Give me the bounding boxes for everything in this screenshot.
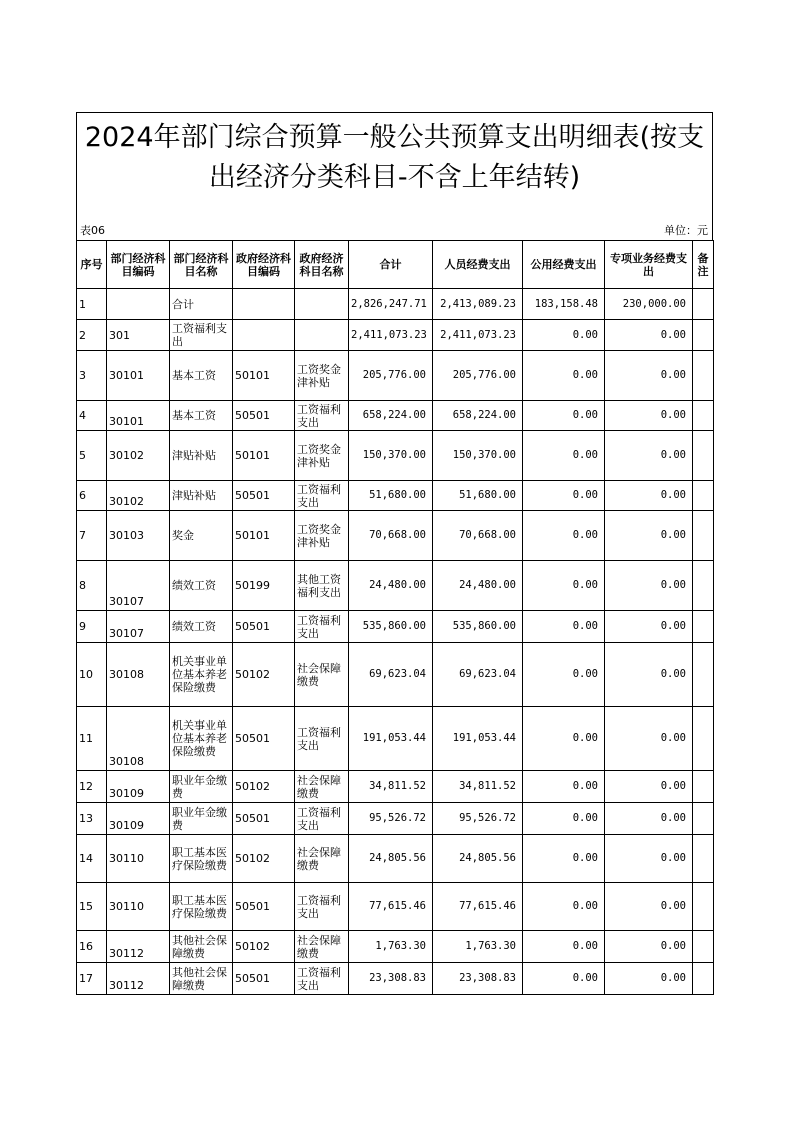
cell-note xyxy=(693,289,714,320)
cell-gov-code: 50102 xyxy=(233,771,295,803)
header-cell: 政府经济科目名称 xyxy=(295,241,349,289)
cell-personnel: 150,370.00 xyxy=(433,431,523,481)
cell-personnel: 191,053.44 xyxy=(433,707,523,771)
cell-note xyxy=(693,481,714,511)
table-row xyxy=(77,963,714,995)
table-row xyxy=(77,289,714,320)
cell-no: 3 xyxy=(77,351,107,401)
cell-dept-name: 津贴补贴 xyxy=(170,481,233,511)
cell-dept-name: 机关事业单位基本养老保险缴费 xyxy=(170,643,233,707)
cell-no: 7 xyxy=(77,511,107,561)
cell-note xyxy=(693,611,714,643)
cell-public: 0.00 xyxy=(523,401,605,431)
cell-total: 1,763.30 xyxy=(349,931,433,963)
cell-note xyxy=(693,963,714,995)
cell-personnel: 2,411,073.23 xyxy=(433,320,523,351)
cell-dept-code: 30101 xyxy=(107,351,170,401)
cell-special: 0.00 xyxy=(605,481,693,511)
header-cell: 合计 xyxy=(349,241,433,289)
header-cell: 部门经济科目名称 xyxy=(170,241,233,289)
cell-public: 0.00 xyxy=(523,511,605,561)
cell-gov-code: 50501 xyxy=(233,963,295,995)
header-cell: 公用经费支出 xyxy=(523,241,605,289)
header-row xyxy=(77,241,714,289)
cell-dept-code: 30112 xyxy=(107,931,170,963)
cell-total: 191,053.44 xyxy=(349,707,433,771)
cell-dept-code: 30103 xyxy=(107,511,170,561)
cell-dept-code xyxy=(107,289,170,320)
table-row xyxy=(77,883,714,931)
budget-table xyxy=(76,240,714,995)
cell-special: 0.00 xyxy=(605,643,693,707)
cell-gov-code: 50501 xyxy=(233,401,295,431)
cell-total: 34,811.52 xyxy=(349,771,433,803)
cell-dept-name: 其他社会保障缴费 xyxy=(170,963,233,995)
cell-special: 0.00 xyxy=(605,707,693,771)
cell-gov-code: 50102 xyxy=(233,835,295,883)
cell-special: 0.00 xyxy=(605,431,693,481)
cell-note xyxy=(693,803,714,835)
cell-total: 535,860.00 xyxy=(349,611,433,643)
cell-dept-code: 301 xyxy=(107,320,170,351)
cell-dept-name: 职业年金缴费 xyxy=(170,803,233,835)
cell-note xyxy=(693,561,714,611)
cell-special: 0.00 xyxy=(605,883,693,931)
cell-dept-code: 30108 xyxy=(107,643,170,707)
cell-no: 15 xyxy=(77,883,107,931)
cell-dept-code: 30108 xyxy=(107,707,170,771)
cell-personnel: 205,776.00 xyxy=(433,351,523,401)
cell-dept-code: 30110 xyxy=(107,835,170,883)
cell-personnel: 1,763.30 xyxy=(433,931,523,963)
cell-no: 1 xyxy=(77,289,107,320)
cell-special: 0.00 xyxy=(605,963,693,995)
cell-note xyxy=(693,511,714,561)
cell-no: 8 xyxy=(77,561,107,611)
header-cell: 备注 xyxy=(693,241,714,289)
cell-public: 0.00 xyxy=(523,963,605,995)
cell-gov-name xyxy=(295,320,349,351)
cell-public: 0.00 xyxy=(523,835,605,883)
cell-personnel: 34,811.52 xyxy=(433,771,523,803)
header-cell: 部门经济科目编码 xyxy=(107,241,170,289)
cell-gov-code: 50101 xyxy=(233,431,295,481)
cell-gov-code: 50501 xyxy=(233,803,295,835)
cell-no: 2 xyxy=(77,320,107,351)
cell-no: 9 xyxy=(77,611,107,643)
cell-personnel: 24,480.00 xyxy=(433,561,523,611)
cell-dept-code: 30102 xyxy=(107,481,170,511)
header-cell: 政府经济科目编码 xyxy=(233,241,295,289)
cell-total: 70,668.00 xyxy=(349,511,433,561)
cell-note xyxy=(693,401,714,431)
cell-personnel: 535,860.00 xyxy=(433,611,523,643)
cell-gov-name: 工资福利支出 xyxy=(295,481,349,511)
cell-total: 205,776.00 xyxy=(349,351,433,401)
cell-personnel: 23,308.83 xyxy=(433,963,523,995)
cell-note xyxy=(693,351,714,401)
cell-personnel: 24,805.56 xyxy=(433,835,523,883)
cell-special: 0.00 xyxy=(605,351,693,401)
cell-dept-name: 工资福利支出 xyxy=(170,320,233,351)
cell-gov-code: 50501 xyxy=(233,707,295,771)
cell-special: 0.00 xyxy=(605,835,693,883)
cell-no: 16 xyxy=(77,931,107,963)
cell-dept-code: 30107 xyxy=(107,561,170,611)
cell-gov-name: 工资奖金津补贴 xyxy=(295,431,349,481)
cell-personnel: 51,680.00 xyxy=(433,481,523,511)
table-row xyxy=(77,771,714,803)
cell-personnel: 70,668.00 xyxy=(433,511,523,561)
table-row xyxy=(77,835,714,883)
cell-gov-name: 工资奖金津补贴 xyxy=(295,351,349,401)
cell-no: 17 xyxy=(77,963,107,995)
cell-dept-code: 30110 xyxy=(107,883,170,931)
header-cell: 序号 xyxy=(77,241,107,289)
cell-special: 0.00 xyxy=(605,561,693,611)
cell-no: 5 xyxy=(77,431,107,481)
cell-special: 0.00 xyxy=(605,611,693,643)
cell-note xyxy=(693,835,714,883)
cell-dept-name: 奖金 xyxy=(170,511,233,561)
cell-gov-code: 50501 xyxy=(233,481,295,511)
cell-gov-code xyxy=(233,289,295,320)
cell-no: 14 xyxy=(77,835,107,883)
cell-note xyxy=(693,931,714,963)
cell-total: 658,224.00 xyxy=(349,401,433,431)
cell-dept-name: 津贴补贴 xyxy=(170,431,233,481)
cell-public: 0.00 xyxy=(523,481,605,511)
cell-total: 77,615.46 xyxy=(349,883,433,931)
cell-gov-name: 社会保障缴费 xyxy=(295,643,349,707)
cell-dept-code: 30109 xyxy=(107,803,170,835)
cell-gov-name: 工资福利支出 xyxy=(295,963,349,995)
table-row xyxy=(77,803,714,835)
cell-public: 0.00 xyxy=(523,771,605,803)
cell-dept-name: 其他社会保障缴费 xyxy=(170,931,233,963)
cell-special: 0.00 xyxy=(605,803,693,835)
table-row xyxy=(77,561,714,611)
cell-total: 24,805.56 xyxy=(349,835,433,883)
cell-gov-code xyxy=(233,320,295,351)
cell-total: 23,308.83 xyxy=(349,963,433,995)
cell-gov-name: 社会保障缴费 xyxy=(295,835,349,883)
cell-personnel: 69,623.04 xyxy=(433,643,523,707)
cell-gov-name: 工资奖金津补贴 xyxy=(295,511,349,561)
cell-dept-code: 30112 xyxy=(107,963,170,995)
table-row xyxy=(77,481,714,511)
cell-no: 6 xyxy=(77,481,107,511)
cell-no: 4 xyxy=(77,401,107,431)
cell-public: 0.00 xyxy=(523,931,605,963)
cell-public: 0.00 xyxy=(523,883,605,931)
cell-gov-code: 50101 xyxy=(233,511,295,561)
cell-gov-name: 社会保障缴费 xyxy=(295,771,349,803)
cell-gov-code: 50501 xyxy=(233,611,295,643)
header-cell: 专项业务经费支出 xyxy=(605,241,693,289)
cell-dept-name: 职工基本医疗保险缴费 xyxy=(170,883,233,931)
cell-dept-name: 职业年金缴费 xyxy=(170,771,233,803)
header-cell: 人员经费支出 xyxy=(433,241,523,289)
cell-total: 95,526.72 xyxy=(349,803,433,835)
cell-public: 0.00 xyxy=(523,561,605,611)
cell-dept-code: 30109 xyxy=(107,771,170,803)
cell-note xyxy=(693,707,714,771)
page-title: 2024年部门综合预算一般公共预算支出明细表(按支出经济分类科目-不含上年结转) xyxy=(84,122,705,193)
cell-no: 11 xyxy=(77,707,107,771)
cell-dept-name: 机关事业单位基本养老保险缴费 xyxy=(170,707,233,771)
cell-public: 0.00 xyxy=(523,351,605,401)
table-row xyxy=(77,931,714,963)
cell-personnel: 2,413,089.23 xyxy=(433,289,523,320)
cell-public: 0.00 xyxy=(523,431,605,481)
cell-dept-name: 基本工资 xyxy=(170,401,233,431)
cell-gov-name: 社会保障缴费 xyxy=(295,931,349,963)
cell-dept-name: 职工基本医疗保险缴费 xyxy=(170,835,233,883)
cell-dept-code: 30107 xyxy=(107,611,170,643)
cell-gov-code: 50101 xyxy=(233,351,295,401)
cell-gov-name: 工资福利支出 xyxy=(295,611,349,643)
cell-no: 13 xyxy=(77,803,107,835)
cell-total: 2,411,073.23 xyxy=(349,320,433,351)
table-row xyxy=(77,707,714,771)
cell-gov-name: 工资福利支出 xyxy=(295,803,349,835)
cell-personnel: 95,526.72 xyxy=(433,803,523,835)
cell-personnel: 658,224.00 xyxy=(433,401,523,431)
cell-note xyxy=(693,320,714,351)
table-row xyxy=(77,611,714,643)
cell-dept-name: 合计 xyxy=(170,289,233,320)
cell-special: 0.00 xyxy=(605,771,693,803)
cell-gov-name: 其他工资福利支出 xyxy=(295,561,349,611)
cell-total: 51,680.00 xyxy=(349,481,433,511)
cell-total: 24,480.00 xyxy=(349,561,433,611)
cell-note xyxy=(693,883,714,931)
cell-public: 0.00 xyxy=(523,611,605,643)
table-row xyxy=(77,431,714,481)
cell-special: 0.00 xyxy=(605,320,693,351)
table-row xyxy=(77,511,714,561)
cell-total: 150,370.00 xyxy=(349,431,433,481)
cell-dept-code: 30101 xyxy=(107,401,170,431)
cell-gov-code: 50102 xyxy=(233,931,295,963)
cell-dept-code: 30102 xyxy=(107,431,170,481)
cell-no: 10 xyxy=(77,643,107,707)
cell-special: 230,000.00 xyxy=(605,289,693,320)
cell-personnel: 77,615.46 xyxy=(433,883,523,931)
cell-public: 0.00 xyxy=(523,320,605,351)
cell-note xyxy=(693,431,714,481)
cell-dept-name: 基本工资 xyxy=(170,351,233,401)
cell-note xyxy=(693,643,714,707)
cell-gov-name: 工资福利支出 xyxy=(295,883,349,931)
cell-no: 12 xyxy=(77,771,107,803)
cell-dept-name: 绩效工资 xyxy=(170,611,233,643)
cell-public: 0.00 xyxy=(523,803,605,835)
cell-public: 183,158.48 xyxy=(523,289,605,320)
cell-total: 69,623.04 xyxy=(349,643,433,707)
cell-note xyxy=(693,771,714,803)
cell-special: 0.00 xyxy=(605,931,693,963)
cell-dept-name: 绩效工资 xyxy=(170,561,233,611)
table-row xyxy=(77,401,714,431)
table-number: 表06 xyxy=(80,224,105,237)
table-row xyxy=(77,320,714,351)
table-row xyxy=(77,643,714,707)
cell-public: 0.00 xyxy=(523,643,605,707)
unit-label: 单位：元 xyxy=(664,224,708,237)
cell-gov-name: 工资福利支出 xyxy=(295,401,349,431)
cell-gov-name xyxy=(295,289,349,320)
cell-special: 0.00 xyxy=(605,511,693,561)
cell-gov-code: 50501 xyxy=(233,883,295,931)
cell-gov-code: 50102 xyxy=(233,643,295,707)
table-row xyxy=(77,351,714,401)
cell-gov-name: 工资福利支出 xyxy=(295,707,349,771)
cell-gov-code: 50199 xyxy=(233,561,295,611)
cell-public: 0.00 xyxy=(523,707,605,771)
cell-total: 2,826,247.71 xyxy=(349,289,433,320)
cell-special: 0.00 xyxy=(605,401,693,431)
